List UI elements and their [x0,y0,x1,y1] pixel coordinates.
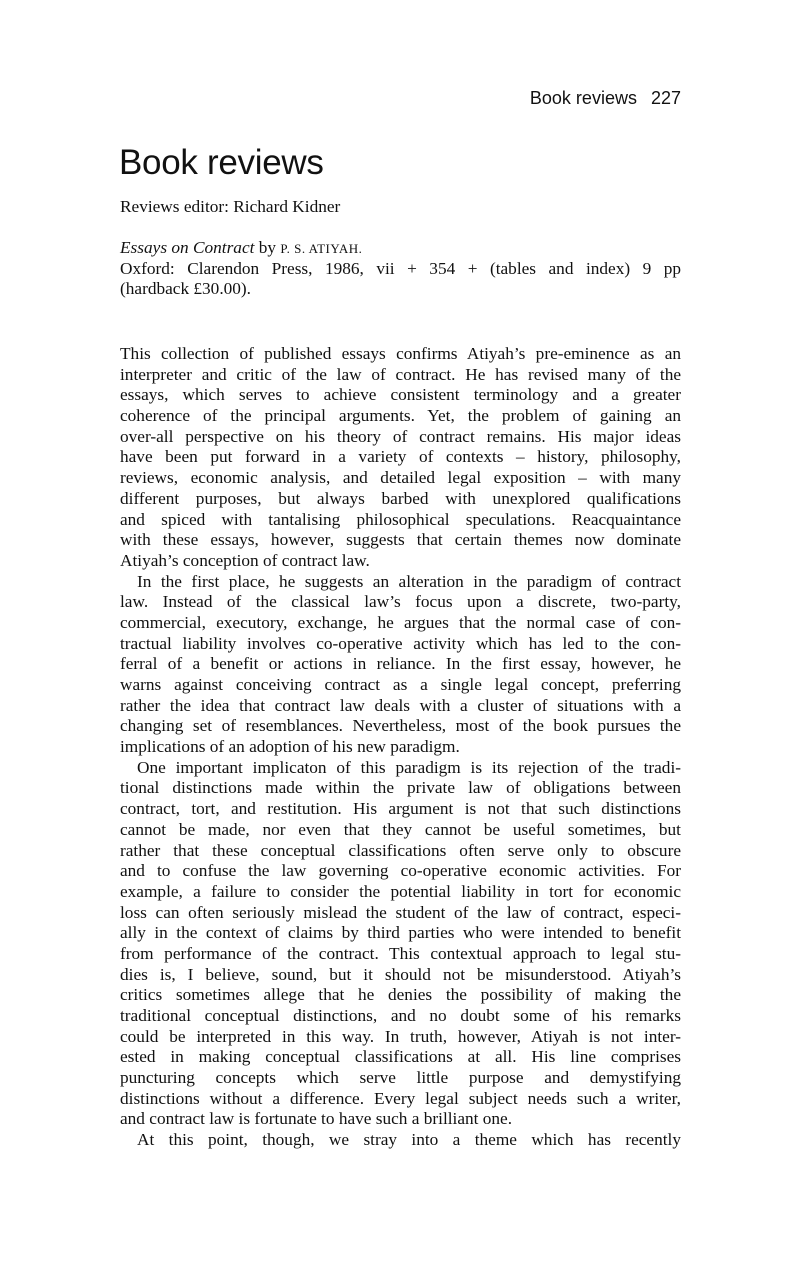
text-line: loss can often seriously mislead the student of the law of contract, especi- [120,902,681,922]
publisher-line: Oxford: Clarendon Press, 1986, vii + 354 + (tables and index) 9 pp [120,258,681,278]
text-line: puncturing concepts which serve little purpose and demystifying [120,1068,681,1088]
text-line: commercial, executory, exchange, he argues that the normal case of con- [120,612,681,632]
paragraph [120,758,681,1130]
review-body [120,344,681,1151]
running-head-section: Book reviews [529,88,637,108]
text-line: rather that these conceptual classifications often serve only to obscure [120,840,681,860]
text-line: tractual liability involves co-operative activity which has led to the con- [120,633,681,653]
text-line: critics sometimes allege that he denies the possibility of making the [120,985,681,1005]
text-line: implications of an adoption of his new paradigm. [120,737,460,757]
paragraph [120,344,681,572]
text-line: Atiyah’s conception of contract law. [120,550,370,570]
text-line: with these essays, however, suggests that certain themes now dominate [120,530,681,550]
text-line: different purposes, but always barbed with unexplored qualifications [120,488,681,508]
text-line: changing set of resemblances. Nevertheless, most of the book pursues the [120,716,681,736]
reviews-editor-line: Reviews editor: Richard Kidner [120,197,341,216]
text-line: from performance of the contract. This contextual approach to legal stu- [120,943,681,963]
text-line: rather the idea that contract law deals with a cluster of situations with a [120,695,681,715]
running-head [530,88,681,109]
text-line: over-all perspective on his theory of contract remains. His major ideas [120,426,681,446]
book-author: P. S. ATIYAH. [280,241,363,256]
text-line: interpreter and critic of the law of contract. He has revised many of the [120,364,681,384]
text-line: and to confuse the law governing co-operative economic activities. For [120,861,681,881]
book-citation [120,238,681,300]
price-line: (hardback £30.00). [120,279,252,299]
text-line: essays, which serves to achieve consistent terminology and a greater [120,385,681,405]
text-line: warns against conceiving contract as a single legal concept, preferring [120,675,681,694]
text-line: have been put forward in a variety of contexts – history, philosophy, [120,447,681,467]
text-line: ally in the context of claims by third parties who were intended to benefit [120,923,681,943]
text-line: tional distinctions made within the private law of obligations between [120,778,681,798]
page-title: Book reviews [119,143,324,182]
citation-title-line [120,238,681,259]
paragraph [120,1130,681,1151]
text-line: ferral of a benefit or actions in reliance. In the first essay, however, he [120,654,681,674]
book-title: Essays on Contract [120,238,255,257]
text-line: This collection of published essays confirms Atiyah’s pre-eminence as an [120,344,681,363]
text-line: ested in making conceptual classifications at all. His line comprises [120,1047,681,1067]
by-word: by [258,238,277,257]
text-line: coherence of the principal arguments. Yet, the problem of gaining an [120,406,681,426]
text-line: reviews, economic analysis, and detailed legal exposition – with many [120,468,681,488]
text-line: law. Instead of the classical law’s focus upon a discrete, two-party, [120,592,681,612]
text-line: dies is, I believe, sound, but it should not be misunderstood. Atiyah’s [120,964,681,984]
text-line: could be interpreted in this way. In truth, however, Atiyah is not inter- [120,1026,681,1046]
text-line: contract, tort, and restitution. His argument is not that such distinctions [120,799,681,819]
text-line: One important implicaton of this paradigm is its rejection of the tradi- [137,757,681,777]
text-line: At this point, though, we stray into a theme which has recently [137,1130,681,1150]
text-line: In the first place, he suggests an alteration in the paradigm of contract [137,571,681,591]
page-number: 227 [650,88,681,108]
text-line: and contract law is fortunate to have such a brilliant one. [120,1109,513,1129]
text-line: distinctions without a difference. Every legal subject needs such a writer, [120,1088,681,1108]
paragraph [120,572,681,758]
text-line: cannot be made, nor even that they cannot be useful sometimes, but [120,819,681,839]
text-line: traditional conceptual distinctions, and no doubt some of his remarks [120,1006,681,1025]
text-line: and spiced with tantalising philosophical speculations. Reacquaintance [120,509,681,529]
text-line: example, a failure to consider the potential liability in tort for economic [120,881,681,901]
